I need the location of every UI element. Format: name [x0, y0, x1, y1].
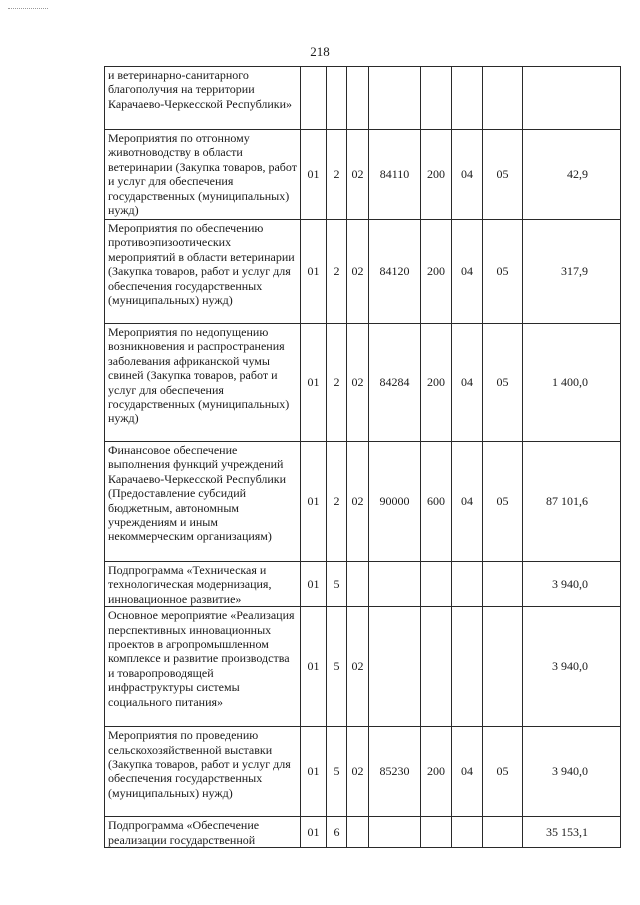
code-activity: 02 — [347, 324, 369, 442]
code-subsection: 05 — [483, 220, 523, 324]
page-number: 218 — [310, 44, 330, 59]
table-row — [105, 442, 621, 562]
code-direction: 90000 — [369, 442, 421, 562]
code-ministry — [301, 67, 327, 130]
code-ministry: 01 — [301, 817, 327, 848]
amount: 35 153,1 — [523, 817, 621, 848]
code-ministry: 01 — [301, 442, 327, 562]
code-subprogram: 2 — [327, 324, 347, 442]
code-activity — [347, 562, 369, 607]
code-subprogram — [327, 67, 347, 130]
code-subprogram: 2 — [327, 220, 347, 324]
amount: 1 400,0 — [523, 324, 621, 442]
code-subprogram: 2 — [327, 130, 347, 220]
row-name: Финансовое обеспечение выполнения функций учреждений Карачаево-Черкесской Республики (Предоставление субсидий бюджетным, автономным учреждениям и иным некоммерческим организациям) — [105, 442, 301, 562]
code-section: 04 — [452, 130, 483, 220]
code-ministry: 01 — [301, 607, 327, 727]
code-ministry: 01 — [301, 324, 327, 442]
code-expense-type: 200 — [421, 130, 452, 220]
amount: 317,9 — [523, 220, 621, 324]
code-section — [452, 817, 483, 848]
code-section: 04 — [452, 324, 483, 442]
code-section: 04 — [452, 727, 483, 817]
code-direction: 84284 — [369, 324, 421, 442]
code-expense-type: 200 — [421, 324, 452, 442]
code-subprogram: 5 — [327, 562, 347, 607]
code-subsection: 05 — [483, 727, 523, 817]
code-subsection: 05 — [483, 324, 523, 442]
code-subprogram: 5 — [327, 727, 347, 817]
code-subsection — [483, 562, 523, 607]
row-name: Подпрограмма «Техническая и технологическая модернизация, инновационное развитие» — [105, 562, 301, 607]
code-expense-type — [421, 562, 452, 607]
table-row — [105, 727, 621, 817]
code-expense-type — [421, 817, 452, 848]
code-activity: 02 — [347, 727, 369, 817]
code-direction — [369, 67, 421, 130]
code-subprogram: 6 — [327, 817, 347, 848]
code-direction — [369, 817, 421, 848]
code-section — [452, 562, 483, 607]
code-ministry: 01 — [301, 220, 327, 324]
amount — [523, 67, 621, 130]
row-name: Мероприятия по отгонному животноводству в области ветеринарии (Закупка товаров, работ и услуг для обеспечения государственных (муниципальных) нужд) — [105, 130, 301, 220]
row-name: и ветеринарно-санитарного благополучия на территории Карачаево-Черкесской Республики» — [105, 67, 301, 130]
amount: 3 940,0 — [523, 607, 621, 727]
code-subsection — [483, 607, 523, 727]
code-expense-type: 200 — [421, 220, 452, 324]
code-activity — [347, 817, 369, 848]
code-subsection — [483, 817, 523, 848]
row-name: Мероприятия по недопущению возникновения и распространения заболевания африканской чумы свиней (Закупка товаров, работ и услуг для обеспечения государственных (муниципальных) нужд) — [105, 324, 301, 442]
amount: 42,9 — [523, 130, 621, 220]
code-section — [452, 607, 483, 727]
row-name: Мероприятия по обеспечению противоэпизоотических мероприятий в области ветеринарии (Закупка товаров, работ и услуг для обеспечения государственных (муниципальных) нужд) — [105, 220, 301, 324]
amount: 3 940,0 — [523, 727, 621, 817]
code-section: 04 — [452, 442, 483, 562]
code-direction: 84120 — [369, 220, 421, 324]
code-ministry: 01 — [301, 130, 327, 220]
code-direction: 85230 — [369, 727, 421, 817]
code-activity: 02 — [347, 442, 369, 562]
code-subsection: 05 — [483, 130, 523, 220]
row-name: Мероприятия по проведению сельскохозяйственной выставки (Закупка товаров, работ и услуг для обеспечения государственных (муниципальных) нужд) — [105, 727, 301, 817]
code-ministry: 01 — [301, 562, 327, 607]
code-subprogram: 5 — [327, 607, 347, 727]
table-row — [105, 562, 621, 607]
code-activity — [347, 67, 369, 130]
table-row — [105, 67, 621, 130]
code-section — [452, 67, 483, 130]
amount: 87 101,6 — [523, 442, 621, 562]
code-activity: 02 — [347, 220, 369, 324]
row-name: Подпрограмма «Обеспечение реализации государственной — [105, 817, 301, 848]
code-direction: 84110 — [369, 130, 421, 220]
code-expense-type — [421, 67, 452, 130]
code-expense-type — [421, 607, 452, 727]
code-activity: 02 — [347, 130, 369, 220]
code-activity: 02 — [347, 607, 369, 727]
code-direction — [369, 607, 421, 727]
amount: 3 940,0 — [523, 562, 621, 607]
code-subsection: 05 — [483, 442, 523, 562]
table-row — [105, 817, 621, 848]
code-ministry: 01 — [301, 727, 327, 817]
table-row — [105, 607, 621, 727]
code-section: 04 — [452, 220, 483, 324]
scan-artifact — [8, 8, 48, 11]
code-subsection — [483, 67, 523, 130]
code-subprogram: 2 — [327, 442, 347, 562]
budget-table — [104, 66, 621, 848]
code-expense-type: 600 — [421, 442, 452, 562]
table-row — [105, 130, 621, 220]
code-expense-type: 200 — [421, 727, 452, 817]
row-name: Основное мероприятие «Реализация перспективных инновационных проектов в агропромышленном комплексе и развитие производства и товаропроводящей инфраструктуры системы социального питания» — [105, 607, 301, 727]
code-direction — [369, 562, 421, 607]
table-row — [105, 220, 621, 324]
table-row — [105, 324, 621, 442]
